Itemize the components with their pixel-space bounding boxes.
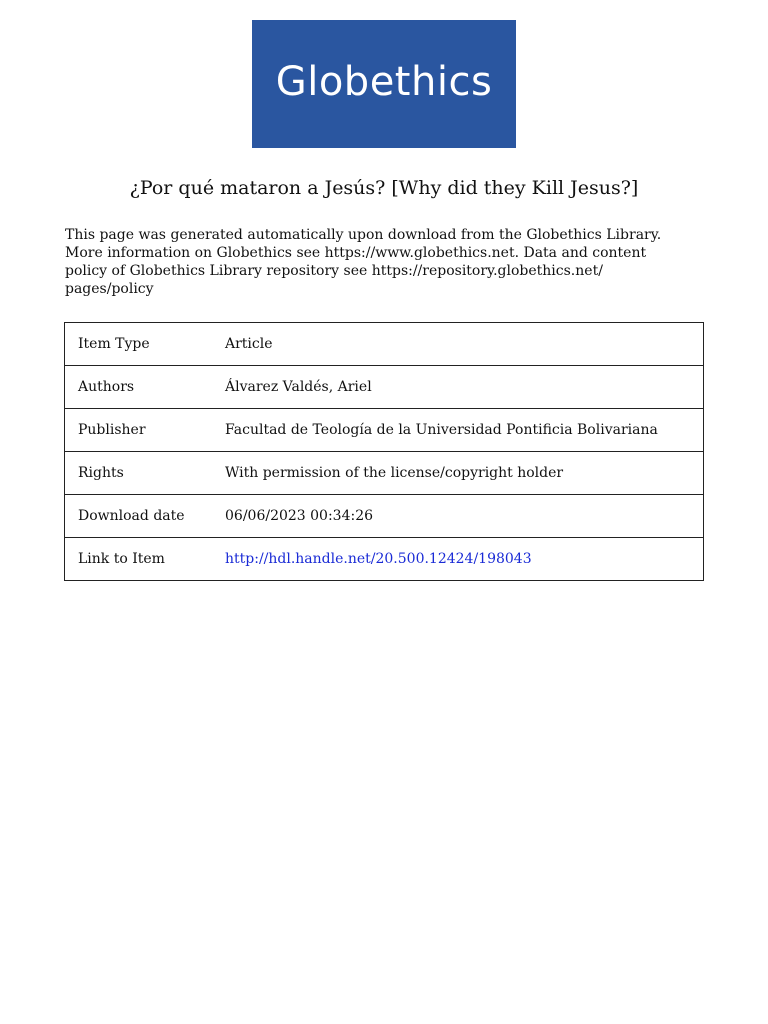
table-row-rights xyxy=(65,452,704,495)
row-value: With permission of the license/copyright holder xyxy=(225,452,704,495)
item-link[interactable]: http://hdl.handle.net/20.500.12424/198043 xyxy=(225,551,532,567)
row-label: Download date xyxy=(65,495,226,538)
row-label: Rights xyxy=(65,452,226,495)
document-title: ¿Por qué mataron a Jesús? [Why did they Kill Jesus?] xyxy=(129,177,639,199)
row-value: Article xyxy=(225,323,704,366)
intro-line: More information on Globethics see https://www.globethics.net. Data and content xyxy=(65,245,647,261)
table-row-item-type xyxy=(65,323,704,366)
table-row-link-to-item xyxy=(65,538,704,581)
row-label: Item Type xyxy=(65,323,226,366)
table-row-authors xyxy=(65,366,704,409)
row-value: Álvarez Valdés, Ariel xyxy=(225,366,704,409)
intro-line: This page was generated automatically upon download from the Globethics Library. xyxy=(65,227,662,243)
logo-text: Globethics xyxy=(275,59,493,105)
globethics-logo xyxy=(252,20,516,148)
row-label: Publisher xyxy=(65,409,226,452)
row-value: 06/06/2023 00:34:26 xyxy=(225,495,704,538)
row-value: Facultad de Teología de la Universidad Pontificia Bolivariana xyxy=(225,409,704,452)
metadata-table xyxy=(64,322,704,581)
intro-line: policy of Globethics Library repository see https://repository.globethics.net/ xyxy=(65,263,603,279)
row-label: Link to Item xyxy=(65,538,226,581)
row-label: Authors xyxy=(65,366,226,409)
intro-line: pages/policy xyxy=(65,281,154,297)
row-value-cell xyxy=(225,538,704,581)
table-row-download-date xyxy=(65,495,704,538)
table-row-publisher xyxy=(65,409,704,452)
intro-paragraph xyxy=(65,226,705,298)
